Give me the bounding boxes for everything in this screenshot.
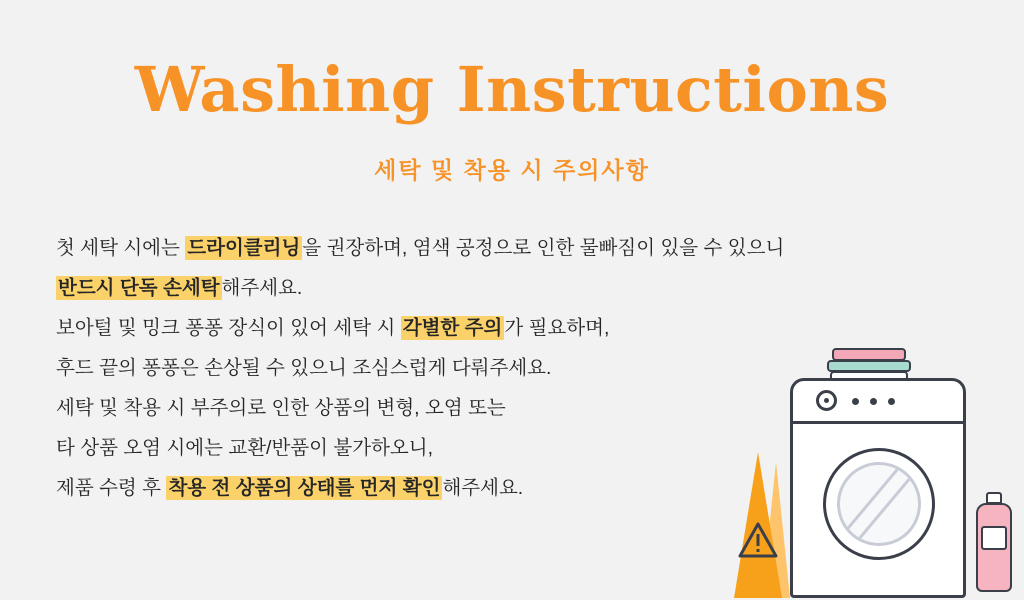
plain-text: 가 필요하며, — [504, 317, 610, 339]
plain-text: 후드 끝의 퐁퐁은 손상될 수 있으니 조심스럽게 다뤄주세요. — [56, 357, 552, 379]
instruction-line — [56, 228, 986, 268]
caution-sign-icon — [724, 452, 798, 600]
plain-text: 해주세요. — [442, 477, 524, 499]
plain-text: 세탁 및 착용 시 부주의로 인한 상품의 변형, 오염 또는 — [56, 397, 506, 419]
highlighted-text: 반드시 단독 손세탁 — [58, 277, 220, 299]
plain-text: 제품 수령 후 — [56, 477, 167, 499]
detergent-bottle-icon — [976, 492, 1012, 592]
highlighted-text: 착용 전 상품의 상태를 먼저 확인 — [168, 477, 441, 499]
plain-text: 을 권장하며, 염색 공정으로 인한 물빠짐이 있을 수 있으니 — [302, 237, 785, 259]
highlighted-text: 각별한 주의 — [402, 317, 503, 339]
plain-text: 해주세요. — [221, 277, 303, 299]
page-subtitle: 세탁 및 착용 시 주의사항 — [374, 157, 650, 183]
plain-text: 첫 세탁 시에는 — [56, 237, 186, 259]
highlighted-text: 드라이클리닝 — [187, 237, 301, 259]
page-title: Washing Instructions — [134, 53, 890, 126]
indicator-light-icon — [888, 398, 895, 405]
warning-triangle-icon — [736, 518, 780, 562]
indicator-light-icon — [852, 398, 859, 405]
indicator-light-icon — [870, 398, 877, 405]
laundry-illustration — [724, 340, 1024, 600]
instruction-line — [56, 268, 986, 308]
plain-text: 타 상품 오염 시에는 교환/반품이 불가하오니, — [56, 437, 433, 459]
washing-machine-window — [837, 462, 921, 546]
plain-text: 보아털 및 밍크 퐁퐁 장식이 있어 세탁 시 — [56, 317, 401, 339]
dial-knob-icon — [816, 390, 837, 411]
